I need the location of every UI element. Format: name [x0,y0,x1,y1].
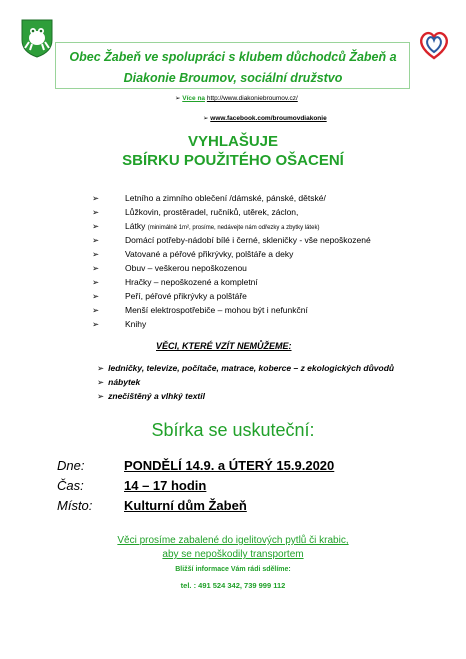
list-item [97,391,205,402]
list-item: Peří, péřové přikrývky a polštáře [125,291,247,301]
bullet-icon: ➢ [97,363,105,373]
list-item: Vatované a péřové přikrývky, polštáře a deky [125,249,294,259]
list-item-text: Látky [125,221,146,231]
list-item-text: nábytek [108,377,141,387]
date-value: PONDĚLÍ 14.9. a ÚTERÝ 15.9.2020 [124,458,335,473]
list-item: Domácí potřeby-nádobí bílé i černé, skleničky - vše nepoškozené [125,235,371,245]
place-value: Kulturní dům Žabeň [124,498,247,513]
bullet-icon: ➢ [92,319,100,329]
bullet-icon: ➢ [92,291,100,301]
list-item-text: znečištěný a vlhký textil [108,391,205,401]
bullet-icon: ➢ [97,377,105,387]
phone-text: tel. : 491 524 342, 739 999 112 [180,581,286,590]
packing-note-line1: Věci prosíme zabalené do igelitových pytlů či krabic, [117,535,349,546]
place-label: Místo: [57,498,93,513]
facebook-link-row [203,114,327,122]
more-label: Více na [182,95,206,102]
packing-note-line2: aby se nepoškodily transportem [162,549,304,560]
list-item: Knihy [125,319,147,329]
bullet-icon: ➢ [92,277,100,287]
bullet-icon: ➢ [92,193,100,203]
list-item: Letního a zimního oblečení /dámské, pánské, dětské/ [125,193,326,203]
headline-line1: VYHLAŠUJE [187,133,279,150]
time-label: Čas: [57,478,84,493]
event-heading: Sbírka se uskuteční: [151,420,315,440]
bullet-icon: ➢ [97,391,105,401]
list-item-text: ledničky, televize, počítače, matrace, koberce – z ekologických důvodů [108,363,395,373]
list-item: Hračky – nepoškozené a kompletní [125,277,258,287]
not-accepted-heading: VĚCI, KTERÉ VZÍT NEMŮŽEME: [156,341,292,351]
list-item: Obuv – veškerou nepoškozenou [125,263,247,273]
info-text: Bližší informace Vám rádi sdělíme: [175,566,291,573]
website-link-row [175,94,298,102]
date-label: Dne: [57,458,85,473]
list-item [97,377,140,388]
bullet-icon: ➢ [92,235,100,245]
time-value: 14 – 17 hodin [124,478,207,493]
header-title-line2: Diakonie Broumov, sociální družstvo [123,71,343,85]
bullet-icon: ➢ [203,115,209,122]
list-item [125,221,319,231]
bullet-icon: ➢ [92,249,100,259]
facebook-link[interactable]: www.facebook.com/broumovdiakonie [210,115,327,122]
list-item: Menší elektrospotřebiče – mohou být i nefunkční [125,305,308,315]
list-item [97,363,394,374]
header-title-line1: Obec Žabeň ve spolupráci s klubem důchodců Žabeň a [69,50,397,64]
bullet-icon: ➢ [92,263,100,273]
headline-line2: SBÍRKU POUŽITÉHO OŠACENÍ [122,152,344,169]
bullet-icon: ➢ [92,221,100,231]
list-item-note: (minimálně 1m², prosíme, nedávejte nám odřezky a zbytky látek) [147,225,320,231]
bullet-icon: ➢ [175,95,181,102]
website-link[interactable]: http://www.diakoniebroumov.cz/ [206,95,298,102]
bullet-icon: ➢ [92,207,100,217]
list-item: Lůžkovin, prostěradel, ručníků, utěrek, záclon, [125,207,299,217]
bullet-icon: ➢ [92,305,100,315]
